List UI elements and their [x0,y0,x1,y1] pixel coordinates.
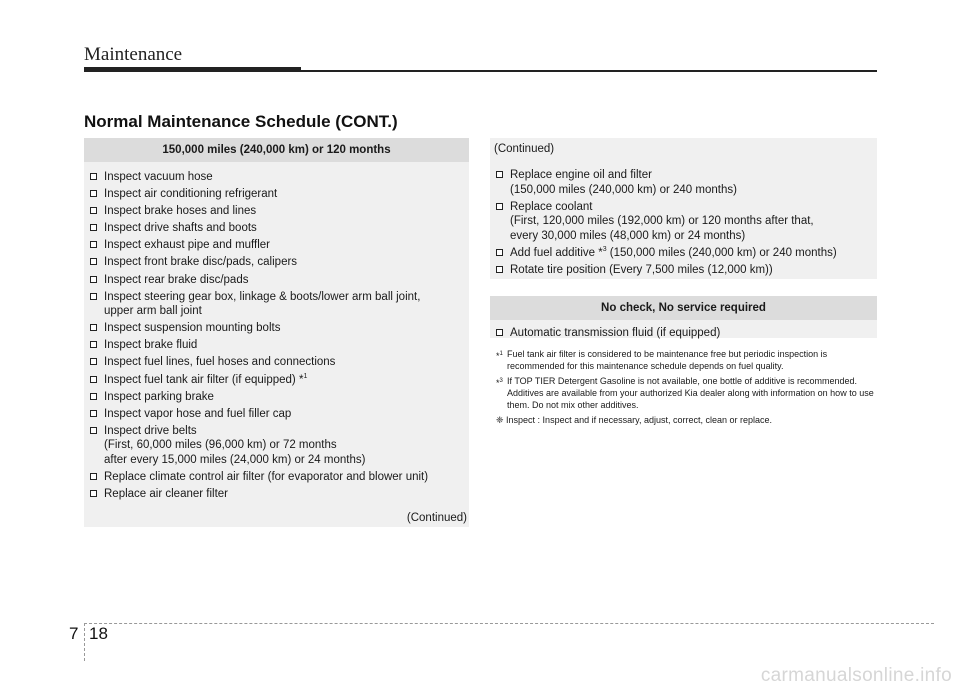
checklist-item-text: every 30,000 miles (48,000 km) or 24 months) [510,229,746,242]
checklist-item-text: Replace air cleaner filter [104,488,229,500]
checklist-item-text: Inspect parking brake [104,390,214,403]
checklist-item-text: Inspect drive shafts and boots [104,222,257,235]
checkbox-icon [90,207,97,214]
checklist-item [84,424,469,468]
footnote-text: If TOP TIER Detergent Gasoline is not available, one bottle of additive is recommended. Additives are available from your authorized Kia dealer along with information on how to use them. Do not mix other additives. [507,376,874,410]
checklist-item-text: Inspect fuel tank air filter (if equipped) *$^1$ [104,372,308,386]
checkbox-icon [496,266,503,273]
checklist-item [84,255,469,270]
checklist-item-text: Rotate tire position (Every 7,500 miles (12,000 km)) [510,263,773,276]
checklist-item-text: Inspect vacuum hose [104,171,213,183]
checklist-item-text: Replace climate control air filter (for evaporator and blower unit) [104,470,429,483]
checklist-item [84,187,469,202]
checklist-item-text: Inspect suspension mounting bolts [104,322,281,335]
footnote-mark: *$^1$ [496,351,503,361]
footnote [490,348,877,372]
checklist-item [84,407,469,422]
checkbox-icon [90,393,97,400]
checklist-item-text: (First, 60,000 miles (96,000 km) or 72 months [104,439,337,452]
checkbox-icon [90,324,97,331]
page-header-title: Maintenance [84,44,183,65]
checklist-item-text: Inspect exhaust pipe and muffler [104,239,271,252]
checkbox-icon [90,276,97,283]
checklist-item [84,238,469,253]
checklist-item [490,326,877,341]
checklist-item-text: Inspect fuel lines, fuel hoses and connections [104,356,336,369]
checklist-item [84,221,469,236]
checklist-item-text: upper arm ball joint [104,305,202,318]
checkbox-icon [90,490,97,497]
checklist-item-text: (150,000 miles (240,000 km) or 240 months) [510,183,737,196]
checkbox-icon [496,329,503,336]
checklist-item-text: after every 15,000 miles (24,000 km) or 24 months) [104,453,366,466]
section-title: Normal Maintenance Schedule (CONT.) [84,112,398,131]
checklist-item-text: Inspect vapor hose and fuel filler cap [104,407,292,420]
checkbox-icon [90,376,97,383]
no-service-heading: No check, No service required [490,296,877,320]
footer-page-divider [84,623,85,661]
checklist-item [84,170,469,185]
footnote-text: Fuel tank air filter is considered to be maintenance free but periodic inspection is recommended for this maintenance schedule depends on fuel quality. [507,349,828,371]
checklist-item-text: Replace coolant [510,200,593,213]
checklist-item [490,246,877,261]
checklist-item [84,321,469,336]
checkbox-icon [90,341,97,348]
footnote-ref: 3 [602,245,607,253]
schedule-panel-continued [490,138,877,279]
checklist-item-text: (First, 120,000 miles (192,000 km) or 120 months after that, [510,215,814,228]
footnote-ref: 1 [303,372,308,380]
inspect-legend: ❈ Inspect : Inspect and if necessary, adjust, correct, clean or replace. [496,415,773,425]
checklist-item [84,338,469,353]
checklist-item-text: Inspect front brake disc/pads, calipers [104,256,298,269]
checkbox-icon [496,171,503,178]
schedule-item-list [490,326,877,341]
footnote [490,375,877,411]
checklist-item [84,390,469,405]
checklist-item-text: Inspect air conditioning refrigerant [104,188,278,201]
schedule-panel-150k [84,138,469,527]
watermark: carmanualsonline.info [760,665,952,686]
checklist-item [84,487,469,502]
checklist-item-text: Add fuel additive *$^3$ (150,000 miles (240,000 km) or 240 months) [510,245,837,259]
checkbox-icon [90,410,97,417]
checkbox-icon [496,203,503,210]
checklist-item-text: (150,000 miles (240,000 km) or 240 months) [606,246,837,259]
checklist-item [490,263,877,278]
checklist-item [84,373,469,388]
checklist-item-text: Inspect brake fluid [104,339,198,352]
schedule-item-list [490,164,877,277]
checklist-item-text: Inspect rear brake disc/pads [104,273,249,286]
checklist-item-text: Automatic transmission fluid (if equipped) [510,327,721,339]
header-rule-thin [301,70,877,72]
checklist-item [84,204,469,219]
checklist-item [84,355,469,370]
checkbox-icon [90,241,97,248]
checklist-item [490,168,877,197]
checklist-item [84,470,469,485]
checkbox-icon [90,427,97,434]
page-number: 18 [89,624,108,643]
continued-label: (Continued) [406,512,467,524]
checklist-item-text: Inspect steering gear box, linkage & boots/lower arm ball joint, [104,290,421,303]
schedule-item-list [84,162,469,502]
continued-label: (Continued) [494,143,555,155]
checkbox-icon [496,249,503,256]
checklist-item [490,200,877,244]
checkbox-icon [90,173,97,180]
schedule-panel-heading: 150,000 miles (240,000 km) or 120 months [84,138,469,162]
checklist-item-text: Inspect brake hoses and lines [104,205,257,218]
footnotes [490,348,877,426]
checkbox-icon [90,293,97,300]
footnote-mark: *$^3$ [496,378,503,388]
checklist-item [84,273,469,288]
checkbox-icon [90,358,97,365]
checkbox-icon [90,224,97,231]
checklist-item-text: Inspect drive belts [104,424,197,437]
checkbox-icon [90,473,97,480]
footer-divider [84,623,934,624]
checkbox-icon [90,258,97,265]
no-service-panel [490,296,877,338]
checklist-item [84,290,469,319]
checklist-item-text: Replace engine oil and filter [510,169,652,181]
chapter-number: 7 [69,624,79,643]
checkbox-icon [90,190,97,197]
header-rule-thick [84,67,301,72]
